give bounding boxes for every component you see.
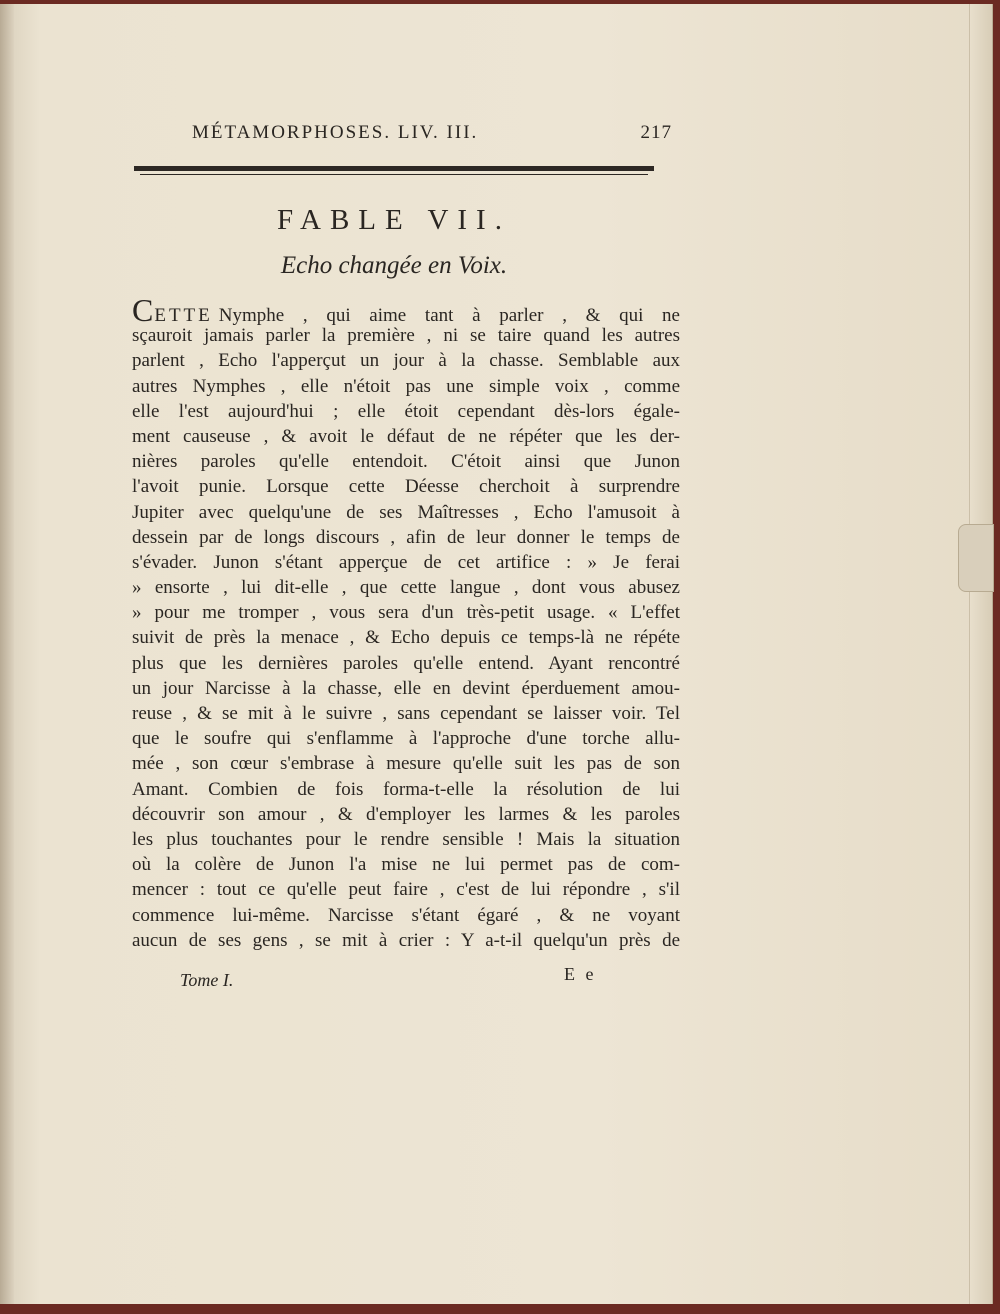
first-line-rest: Nymphe , qui aime tant à parler , & qui ne — [218, 305, 680, 326]
text-line: reuse , & se mit à le suivre , sans cependant se laisser voir. Tel — [132, 703, 680, 724]
page-header — [192, 122, 672, 150]
page-number: 217 — [640, 122, 672, 143]
text-line: que le soufre qui s'enflamme à l'approche d'une torche allu- — [132, 728, 680, 750]
signature-mark: E e — [564, 964, 597, 984]
text-line: sçauroit jamais parler la première , ni se taire quand les autres — [132, 325, 680, 347]
text-line: dessein par de longs discours , afin de leur donner le temps de — [132, 526, 680, 548]
text-line: découvrir son amour , & d'employer les larmes & les paroles — [132, 803, 680, 825]
text-line: mencer : tout ce qu'elle peut faire , c'est de lui répondre , s'il — [132, 879, 680, 901]
header-rule-thick — [134, 166, 654, 171]
text-line-first — [132, 292, 680, 328]
page-footer — [180, 964, 600, 996]
text-line: ment causeuse , & avoit le défaut de ne répéter que les der- — [132, 425, 680, 447]
text-line: Amant. Combien de fois forma-t-elle la résolution de lui — [132, 778, 680, 800]
drop-initial: C — [132, 292, 155, 328]
running-head: MÉTAMORPHOSES. LIV. III. — [192, 122, 479, 143]
tome-label: Tome I. — [180, 970, 234, 990]
text-line: nières paroles qu'elle entendoit. C'étoit ainsi que Junon — [132, 451, 680, 473]
text-line: elle l'est aujourd'hui ; elle étoit cependant dès-lors égale- — [132, 400, 680, 422]
fable-title: FABLE VII. — [277, 204, 511, 236]
smallcaps-word: ETTE — [154, 305, 213, 326]
text-line: où la colère de Junon l'a mise ne lui permet pas de com- — [132, 854, 680, 876]
text-line: » ensorte , lui dit-elle , que cette langue , dont vous abusez — [132, 577, 680, 599]
body-text — [132, 292, 680, 953]
text-line: les plus touchantes pour le rendre sensible ! Mais la situation — [132, 828, 680, 850]
text-line: autres Nymphes , elle n'étoit pas une simple voix , comme — [132, 375, 680, 397]
text-line: un jour Narcisse à la chasse, elle en devint éperduement amou- — [132, 677, 680, 699]
book-page — [0, 4, 993, 1304]
text-line: commence lui-même. Narcisse s'étant égaré , & ne voyant — [132, 904, 680, 926]
page-gutter — [0, 4, 14, 1304]
text-line: Jupiter avec quelqu'une de ses Maîtresses , Echo l'amusoit à — [132, 501, 680, 523]
text-line: mée , son cœur s'embrase à mesure qu'elle suit les pas de son — [132, 753, 680, 775]
text-line: s'évader. Junon s'étant apperçue de cet artifice : » Je ferai — [132, 551, 680, 573]
text-line: l'avoit punie. Lorsque cette Déesse cherchoit à surprendre — [132, 476, 680, 498]
header-rule-thin — [140, 174, 648, 175]
text-line: » pour me tromper , vous sera d'un très-petit usage. « L'effet — [132, 602, 680, 624]
text-line: aucun de ses gens , se mit à crier : Y a-t-il quelqu'un près de — [132, 929, 680, 951]
page-edge — [969, 4, 992, 1304]
page-tab-marker — [958, 524, 994, 592]
text-line: suivit de près la menace , & Echo depuis ce temps-là ne répéte — [132, 627, 680, 649]
text-line: parlent , Echo l'apperçut un jour à la chasse. Semblable aux — [132, 350, 680, 372]
text-line: plus que les dernières paroles qu'elle entend. Ayant rencontré — [132, 652, 680, 674]
fable-subtitle: Echo changée en Voix. — [280, 252, 508, 279]
